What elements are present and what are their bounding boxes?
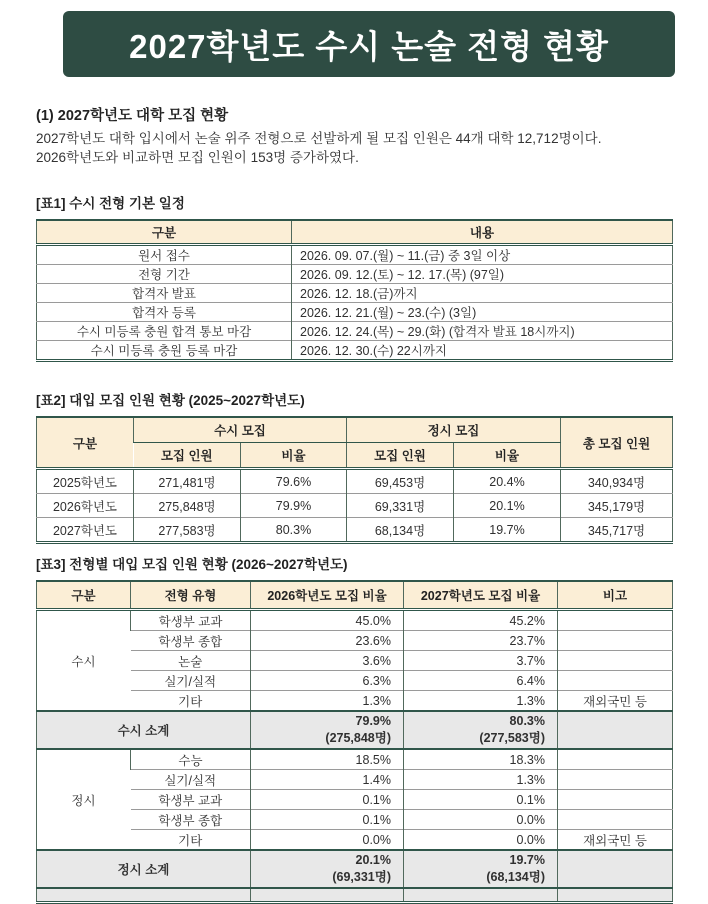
- subtotal-row-susi: [37, 711, 673, 749]
- table-cell: 23.6%: [251, 631, 404, 651]
- table-cell: 실기/실적: [131, 671, 251, 691]
- table-row: [37, 265, 673, 284]
- table1-schedule: [36, 219, 673, 362]
- table-cell: [404, 888, 558, 903]
- table-cell: 2025학년도: [37, 469, 134, 494]
- title-banner: [63, 11, 675, 77]
- table-cell: 69,453명: [347, 469, 454, 494]
- table-cell: 277,583명: [134, 518, 241, 543]
- subtotal-percent: 19.7%: [509, 853, 545, 867]
- table-cell: 전형 기간: [37, 265, 292, 284]
- table-cell: 합격자 발표: [37, 284, 292, 303]
- table-cell: 0.1%: [251, 790, 404, 810]
- subtotal-percent: 80.3%: [509, 714, 545, 728]
- table-row: [37, 671, 673, 691]
- table-cell: [558, 790, 673, 810]
- column-header: 비고: [558, 581, 673, 610]
- paragraph-line: 2027학년도 대학 입시에서 논술 위주 전형으로 선발하게 될 모집 인원은 44개 대학 12,712명이다.: [36, 131, 602, 146]
- table-cell: 1.4%: [251, 770, 404, 790]
- column-header: 구분: [37, 581, 131, 610]
- table-cell: 수능: [131, 749, 251, 770]
- clipped-next-row: [37, 888, 673, 903]
- subtotal-note: [558, 850, 673, 888]
- table-cell: 271,481명: [134, 469, 241, 494]
- table-cell: 0.0%: [251, 830, 404, 851]
- subtotal-count: (68,134명): [486, 870, 545, 884]
- subtotal-label: 정시 소계: [37, 850, 251, 888]
- table-row: [37, 770, 673, 790]
- section-heading: (1) 2027학년도 대학 모집 현황: [36, 108, 229, 124]
- table-cell: 2026. 12. 21.(월) ~ 23.(수) (3일): [292, 303, 673, 322]
- table-cell: 0.0%: [404, 810, 558, 830]
- column-header: 내용: [292, 220, 673, 245]
- table-cell: 69,331명: [347, 494, 454, 518]
- paragraph-line: 2026학년도와 비교하면 모집 인원이 153명 증가하였다.: [36, 150, 359, 165]
- table-cell: 18.5%: [251, 749, 404, 770]
- table2-recruitment: [36, 416, 673, 544]
- page-title: 2027학년도 수시 논술 전형 현황: [129, 27, 609, 65]
- table-cell: 23.7%: [404, 631, 558, 651]
- table-row: [37, 790, 673, 810]
- table-row: [37, 245, 673, 265]
- table-cell: 기타: [131, 830, 251, 851]
- paragraph: [36, 129, 672, 167]
- table-cell: 345,717명: [561, 518, 673, 543]
- table-cell: 학생부 교과: [131, 790, 251, 810]
- table-cell: 2027학년도: [37, 518, 134, 543]
- table-cell: [558, 749, 673, 770]
- subtotal-row-jeongsi: [37, 850, 673, 888]
- table-cell: 3.6%: [251, 651, 404, 671]
- table-cell: 학생부 종합: [131, 810, 251, 830]
- table-cell: 20.1%: [454, 494, 561, 518]
- column-header-group: 정시 모집: [347, 417, 561, 443]
- table1-caption: [표1] 수시 전형 기본 일정: [36, 196, 185, 211]
- table-cell: 원서 접수: [37, 245, 292, 265]
- subtotal-cell: [404, 850, 558, 888]
- column-subheader: 모집 인원: [347, 443, 454, 469]
- table-cell: 학생부 교과: [131, 610, 251, 631]
- table-row: [37, 749, 673, 770]
- table-cell: 2026. 09. 12.(토) ~ 12. 17.(목) (97일): [292, 265, 673, 284]
- subtotal-label: 수시 소계: [37, 711, 251, 749]
- column-header: 전형 유형: [131, 581, 251, 610]
- table-cell: 2026. 12. 30.(수) 22시까지: [292, 341, 673, 361]
- subtotal-note: [558, 711, 673, 749]
- column-header: 2027학년도 모집 비율: [404, 581, 558, 610]
- table-cell: 합격자 등록: [37, 303, 292, 322]
- table-cell: 0.1%: [404, 790, 558, 810]
- table-cell: [558, 631, 673, 651]
- table-cell: 2026. 09. 07.(월) ~ 11.(금) 중 3일 이상: [292, 245, 673, 265]
- table-cell: 논술: [131, 651, 251, 671]
- table-cell: 1.3%: [404, 770, 558, 790]
- table-cell: [558, 888, 673, 903]
- table-cell: [251, 888, 404, 903]
- table-row: [37, 610, 673, 631]
- table-cell: 45.2%: [404, 610, 558, 631]
- table-cell: 6.4%: [404, 671, 558, 691]
- subtotal-count: (275,848명): [325, 731, 391, 745]
- table-cell: [558, 770, 673, 790]
- page: [0, 11, 708, 889]
- column-subheader: 모집 인원: [134, 443, 241, 469]
- table-row: [37, 651, 673, 671]
- table-row: [37, 810, 673, 830]
- table-cell: 79.9%: [241, 494, 347, 518]
- table-cell: 0.1%: [251, 810, 404, 830]
- table3-header-row: [37, 581, 673, 610]
- column-subheader: 비율: [241, 443, 347, 469]
- subtotal-count: (69,331명): [332, 870, 391, 884]
- group-label-jeongsi: 정시: [37, 749, 131, 850]
- table-row: [37, 469, 673, 494]
- table-cell: 79.6%: [241, 469, 347, 494]
- table-cell: 45.0%: [251, 610, 404, 631]
- table-row: [37, 631, 673, 651]
- table-cell: 2026. 12. 18.(금)까지: [292, 284, 673, 303]
- subtotal-cell: [251, 711, 404, 749]
- table3-caption: [표3] 전형별 대입 모집 인원 현황 (2026~2027학년도): [36, 557, 348, 572]
- table-row: [37, 691, 673, 712]
- table-cell: 학생부 종합: [131, 631, 251, 651]
- group-label-susi: 수시: [37, 610, 131, 712]
- table3-by-type: [36, 580, 673, 904]
- table-cell: 수시 미등록 충원 등록 마감: [37, 341, 292, 361]
- subtotal-percent: 79.9%: [355, 714, 391, 728]
- table-cell: 80.3%: [241, 518, 347, 543]
- table-cell: 1.3%: [251, 691, 404, 712]
- table2-header-row-1: [37, 417, 673, 443]
- table-row: [37, 322, 673, 341]
- column-header: 구분: [37, 220, 292, 245]
- table-row: [37, 518, 673, 543]
- column-header-group: 수시 모집: [134, 417, 347, 443]
- subtotal-cell: [251, 850, 404, 888]
- table-cell: 3.7%: [404, 651, 558, 671]
- table-cell: 340,934명: [561, 469, 673, 494]
- table-cell: 18.3%: [404, 749, 558, 770]
- table-cell: [558, 810, 673, 830]
- subtotal-cell: [404, 711, 558, 749]
- table-row: [37, 341, 673, 361]
- table-row: [37, 303, 673, 322]
- table-cell: 실기/실적: [131, 770, 251, 790]
- table-row: [37, 284, 673, 303]
- table-cell: 1.3%: [404, 691, 558, 712]
- table-cell: 20.4%: [454, 469, 561, 494]
- table-cell: 2026. 12. 24.(목) ~ 29.(화) (합격자 발표 18시까지): [292, 322, 673, 341]
- table-cell: 6.3%: [251, 671, 404, 691]
- table-cell: [558, 651, 673, 671]
- table-cell: 재외국민 등: [558, 691, 673, 712]
- table-cell: [37, 888, 251, 903]
- table2-caption: [표2] 대입 모집 인원 현황 (2025~2027학년도): [36, 393, 305, 408]
- table-cell: [558, 671, 673, 691]
- table-row: [37, 494, 673, 518]
- table-cell: 2026학년도: [37, 494, 134, 518]
- table-cell: 기타: [131, 691, 251, 712]
- subtotal-count: (277,583명): [479, 731, 545, 745]
- table-cell: 68,134명: [347, 518, 454, 543]
- table-cell: 수시 미등록 충원 합격 통보 마감: [37, 322, 292, 341]
- document-body: [36, 107, 672, 904]
- column-subheader: 비율: [454, 443, 561, 469]
- table-cell: 345,179명: [561, 494, 673, 518]
- table-cell: 0.0%: [404, 830, 558, 851]
- table-cell: 19.7%: [454, 518, 561, 543]
- table-cell: [558, 610, 673, 631]
- subtotal-percent: 20.1%: [355, 853, 391, 867]
- table-row: [37, 830, 673, 851]
- column-header: 2026학년도 모집 비율: [251, 581, 404, 610]
- column-header: 구분: [37, 417, 134, 469]
- table-cell: 275,848명: [134, 494, 241, 518]
- table1-header-row: [37, 220, 673, 245]
- table-cell: 재외국민 등: [558, 830, 673, 851]
- column-header: 총 모집 인원: [561, 417, 673, 469]
